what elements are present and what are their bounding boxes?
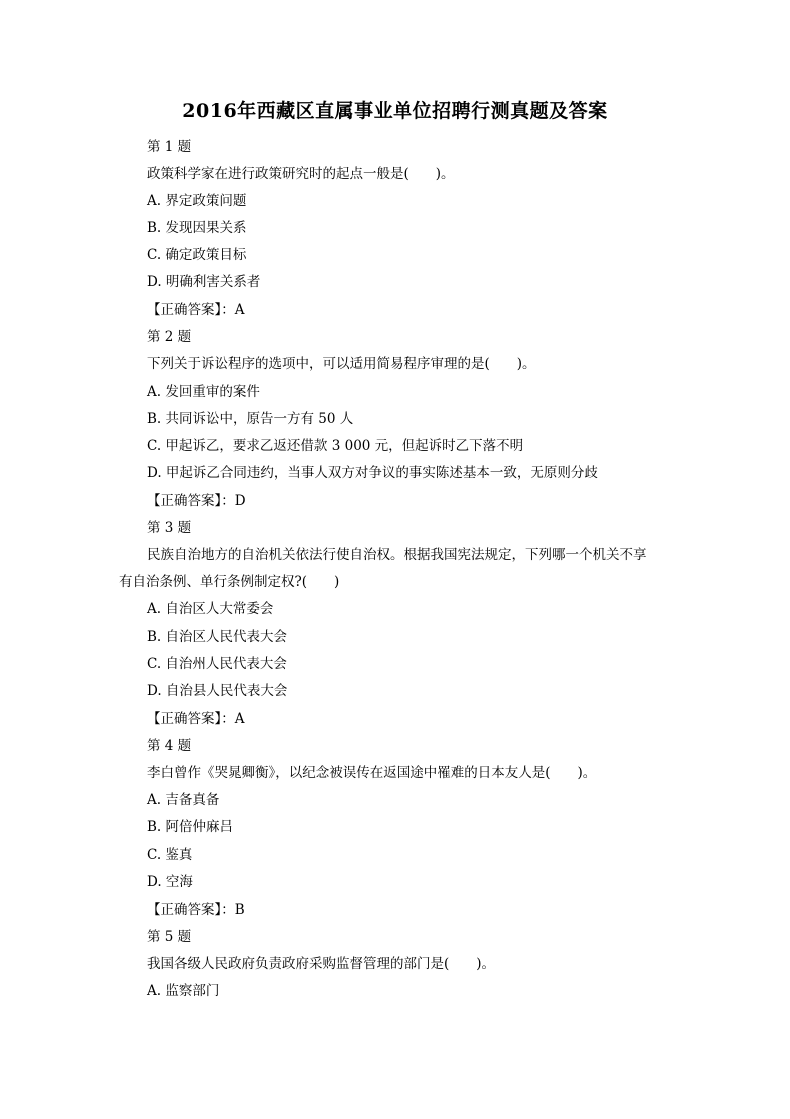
question-text: 政策科学家在进行政策研究时的起点一般是( )。	[147, 166, 455, 182]
option-a: A. 监察部门	[147, 983, 220, 999]
correct-answer: 【正确答案】：A	[147, 302, 245, 318]
option-a: A. 吉备真备	[147, 792, 220, 808]
option-b: B. 阿倍仲麻吕	[147, 819, 234, 835]
option-b: B. 共同诉讼中，原告一方有 50 人	[147, 411, 354, 427]
question-text: 下列关于诉讼程序的选项中，可以适用简易程序审理的是( )。	[147, 356, 536, 372]
option-c: C. 甲起诉乙，要求乙返还借款 3 000 元，但起诉时乙下落不明	[147, 438, 524, 454]
option-b: B. 发现因果关系	[147, 220, 247, 236]
question-number: 第 3 题	[147, 520, 192, 536]
question-number: 第 5 题	[147, 929, 192, 945]
option-d: D. 自治县人民代表大会	[147, 683, 288, 699]
correct-answer: 【正确答案】：A	[147, 711, 245, 727]
question-number: 第 2 题	[147, 329, 192, 345]
option-d: D. 明确利害关系者	[147, 274, 261, 290]
option-d: D. 空海	[147, 874, 193, 890]
question-number: 第 1 题	[147, 139, 192, 155]
correct-answer: 【正确答案】：D	[147, 493, 246, 509]
document-title: 2016年西藏区直属事业单位招聘行测真题及答案	[182, 100, 608, 122]
option-a: A. 自治区人大常委会	[147, 601, 274, 617]
option-a: A. 发回重审的案件	[147, 384, 260, 400]
option-a: A. 界定政策问题	[147, 193, 247, 209]
question-text: 民族自治地方的自治机关依法行使自治权。根据我国宪法规定，下列哪一个机关不享	[147, 547, 647, 563]
question-text: 我国各级人民政府负责政府采购监督管理的部门是( )。	[147, 956, 496, 972]
question-text: 李白曾作《哭晁卿衡》，以纪念被误传在返国途中罹难的日本友人是( )。	[147, 765, 597, 781]
question-number: 第 4 题	[147, 738, 192, 754]
correct-answer: 【正确答案】：B	[147, 902, 245, 918]
option-c: C. 确定政策目标	[147, 247, 247, 263]
option-b: B. 自治区人民代表大会	[147, 629, 288, 645]
option-c: C. 鉴真	[147, 847, 193, 863]
option-c: C. 自治州人民代表大会	[147, 656, 287, 672]
option-d: D. 甲起诉乙合同违约，当事人双方对争议的事实陈述基本一致，无原则分歧	[147, 465, 598, 481]
question-text-continued: 有自治条例、单行条例制定权?( )	[119, 574, 340, 590]
